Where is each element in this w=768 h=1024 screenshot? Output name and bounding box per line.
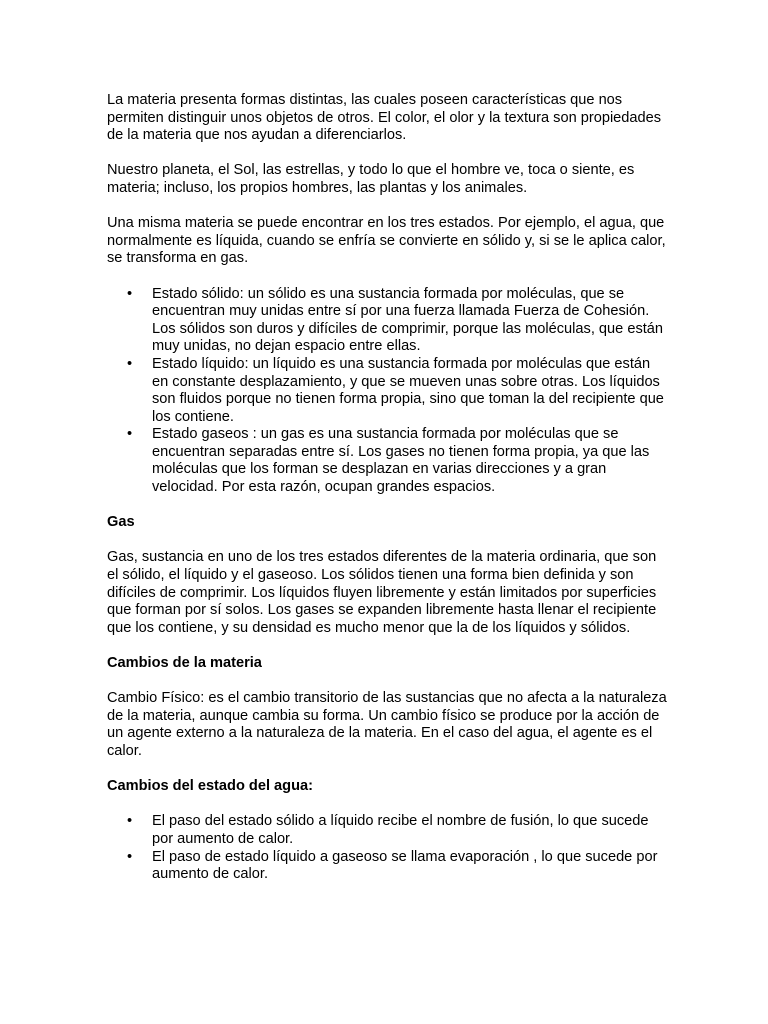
gas-paragraph: Gas, sustancia en uno de los tres estados diferentes de la materia ordinaria, que son el sólido, el líquido y el gaseoso. Los sólidos tienen una forma bien definida y son difíciles de comprimir. Los líquidos fluyen libremente y están limitados por superficies que forman por sí solos. Los gases se expanden libremente hasta llenar el recipiente que los contiene, y su densidad es mucho menor que la de los líquidos y sólidos. [107,549,657,636]
planet-paragraph: Nuestro planeta, el Sol, las estrellas, y todo lo que el hombre ve, toca o siente, es materia; incluso, los propios hombres, las plantas y los animales. [107,162,635,196]
agua-heading: Cambios del estado del agua: [107,778,313,795]
list-item [107,426,667,496]
bullet-icon: • [127,426,133,443]
bullet-icon: • [127,285,133,302]
bullet-icon: • [127,813,133,830]
cambios-heading: Cambios de la materia [107,655,262,671]
list-item-text: Estado líquido: un líquido es una sustancia formada por moléculas que están en constante desplazamiento, y que se mueven unas sobre otras. Los líquidos son fluidos porque no tienen forma propia, sino que toman la del recipiente que los contiene. [152,355,664,425]
bullet-icon: • [127,355,133,372]
list-item [107,849,667,884]
list-item [107,813,667,848]
gas-heading: Gas [107,514,135,531]
document-page [107,92,667,901]
states-list [107,286,667,497]
cambios-paragraph: Cambio Físico: es el cambio transitorio de las sustancias que no afecta a la naturaleza de la materia, aunque cambia su forma. Un cambio físico se produce por la acción de un agente externo a la naturaleza de la materia. En el caso del agua, el agente es el calor. [107,690,667,759]
list-item-text: Estado gaseos : un gas es una sustancia formada por moléculas que se encuentran separadas entre sí. Los gases no tienen forma propia, ya que las moléculas que los forman se desplazan en varias direcciones y a gran velocidad. Por esta razón, ocupan grandes espacios. [152,426,650,496]
list-item [107,356,667,426]
list-item-text: El paso del estado sólido a líquido recibe el nombre de fusión, lo que sucede por aumento de calor. [152,813,649,847]
agua-list [107,813,667,883]
list-item-text: El paso de estado líquido a gaseoso se llama evaporación , lo que sucede por aumento de calor. [152,848,658,883]
states-intro-paragraph: Una misma materia se puede encontrar en los tres estados. Por ejemplo, el agua, que normalmente es líquida, cuando se enfría se convierte en sólido y, si se le aplica calor, se transforma en gas. [107,215,666,267]
bullet-icon: • [127,848,133,865]
list-item-text: Estado sólido: un sólido es una sustancia formada por moléculas, que se encuentran muy unidas entre sí por una fuerza llamada Fuerza de Cohesión. Los sólidos son duros y difíciles de comprimir, porque las moléculas, que están muy unidas, no dejan espacio entre ellas. [152,285,664,355]
intro-paragraph: La materia presenta formas distintas, las cuales poseen características que nos permiten distinguir unos objetos de otros. El color, el olor y la textura son propiedades de la materia que nos ayudan a diferenciarlos. [107,92,662,144]
list-item [107,286,667,356]
